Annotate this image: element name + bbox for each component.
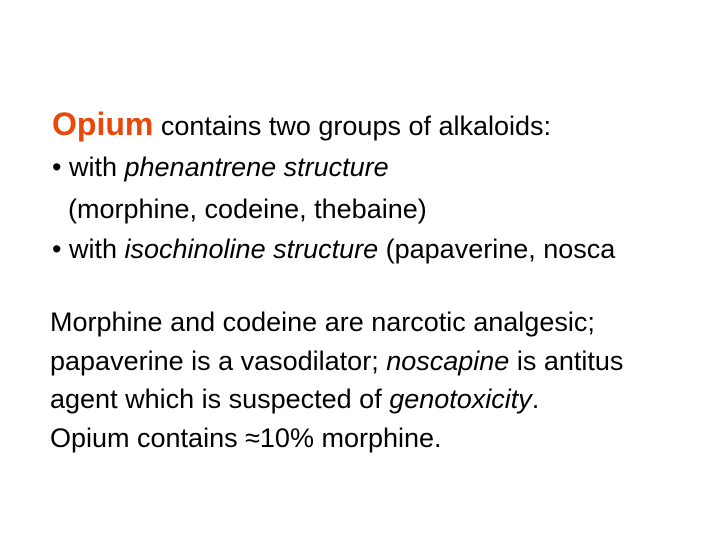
bullet-suffix: (papaverine, nosca bbox=[378, 234, 616, 264]
bullet-marker: • bbox=[52, 234, 69, 264]
paragraph-line-3-text: agent which is suspected of bbox=[50, 384, 390, 414]
title-highlight: Opium bbox=[52, 106, 154, 142]
paragraph-line-3-end: . bbox=[531, 384, 540, 414]
bullet-marker: • bbox=[52, 152, 69, 182]
bullet-phenantrene bbox=[52, 151, 389, 183]
bullet-phenantrene-continuation: (morphine, codeine, thebaine) bbox=[68, 194, 427, 224]
bullet-italic-isochinoline: isochinoline structure bbox=[124, 234, 379, 264]
bullet-prefix: with bbox=[68, 152, 125, 182]
bullet-prefix: with bbox=[68, 234, 125, 264]
paragraph-italic-genotoxicity: genotoxicity bbox=[389, 384, 532, 414]
paragraph-line-2 bbox=[50, 345, 623, 377]
paragraph-line-3 bbox=[50, 383, 539, 415]
paragraph-line-1: Morphine and codeine are narcotic analgesic; bbox=[50, 307, 595, 337]
paragraph-line-4: Opium contains ≈10% morphine. bbox=[50, 423, 442, 453]
title-rest: contains two groups of alkaloids: bbox=[153, 111, 552, 141]
paragraph-line-2-text: papaverine is a vasodilator; bbox=[50, 346, 387, 376]
paragraph-italic-noscapine: noscapine bbox=[386, 346, 510, 376]
paragraph-line-2-end: is antitus bbox=[509, 346, 624, 376]
bullet-italic-phenantrene: phenantrene structure bbox=[124, 152, 389, 182]
slide-title bbox=[52, 108, 551, 142]
bullet-isochinoline bbox=[52, 233, 615, 265]
